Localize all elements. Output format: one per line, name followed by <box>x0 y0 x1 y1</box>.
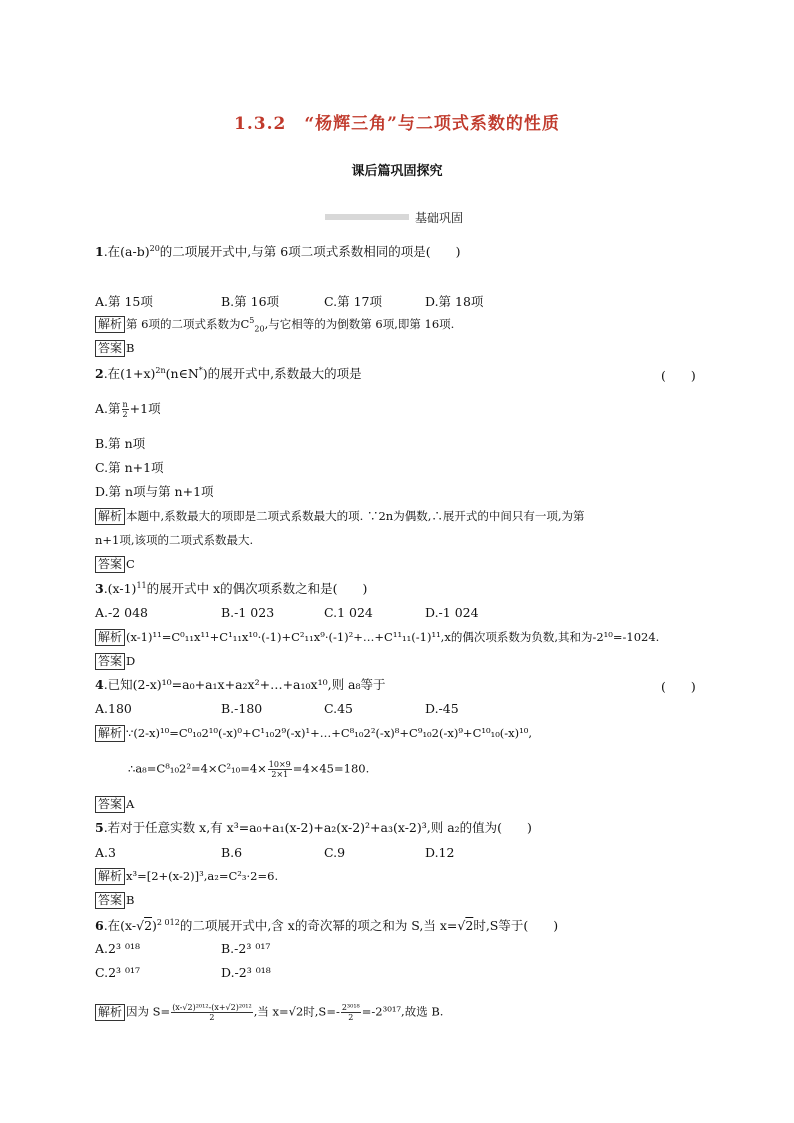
q3-text: .(x-1) <box>103 581 137 596</box>
q1-solution: 解析 第 6项的二项式系数为$C^5_{20}$,与它相等的为倒数第 6项,即第 16项. <box>95 316 454 333</box>
q1-option-b: B.第 16项 <box>221 294 280 309</box>
q5-option-b: B.6 <box>221 845 243 860</box>
q4-option-b: B.-180 <box>221 701 263 716</box>
q1-solution-text: 第 6项的二项式系数为C <box>126 317 250 331</box>
jiexi-tag: 解析 <box>95 725 125 742</box>
q2-solution-line2: n+1项,该项的二项式系数最大. <box>95 533 254 547</box>
q6-option-b: B.-2³ ⁰¹⁷ <box>221 941 271 956</box>
q3-answer <box>95 653 135 670</box>
q2-option-a-text: A.第 <box>95 401 121 416</box>
jiexi-tag: 解析 <box>95 629 125 646</box>
q4-option-a: A.180 <box>95 701 132 716</box>
q6-solution-text-a: 因为 S= <box>126 1004 171 1019</box>
q3-answer-value: D <box>126 654 136 668</box>
q2-solution-text: 本题中,系数最大的项即是二项式系数最大的项. ∵2n为偶数,∴展开式的中间只有一项,为第 <box>126 509 585 523</box>
q2-stem <box>95 366 362 382</box>
q5-option-c: C.9 <box>324 845 346 860</box>
q3-option-a: A.-2 048 <box>95 605 149 620</box>
q2-sup: 2n <box>155 365 166 375</box>
q2-answer <box>95 556 135 573</box>
q6-text-c: 的二项展开式中,含 x的奇次幂的项之和为 S,当 x= <box>179 918 458 933</box>
q6-fraction-2 <box>341 1003 361 1022</box>
daan-tag: 答案 <box>95 892 125 909</box>
q1-text2: 的二项展开式中,与第 6项二项式系数相同的项是( ) <box>159 244 461 259</box>
q3-text2: 的展开式中 x的偶次项系数之和是( ) <box>146 581 368 596</box>
q3-option-c: C.1 024 <box>324 605 373 620</box>
q3-solution <box>95 629 659 646</box>
q6-frac2-num: 2³⁰¹⁸ <box>341 1003 360 1012</box>
q5-answer <box>95 892 134 909</box>
q4-stem <box>95 677 386 693</box>
jiexi-tag: 解析 <box>95 316 125 333</box>
q4-number: 4 <box>95 677 104 692</box>
q5-option-a: A.3 <box>95 845 116 860</box>
jiexi-tag: 解析 <box>95 868 125 885</box>
q3-option-b: B.-1 023 <box>221 605 275 620</box>
q2-option-b: B.第 n项 <box>95 436 146 451</box>
q6-frac1-den: 2 <box>209 1013 215 1022</box>
q1-solution-text2: ,与它相等的为倒数第 6项,即第 16项. <box>264 317 455 331</box>
daan-tag: 答案 <box>95 653 125 670</box>
page-subtitle: 课后篇巩固探究 <box>351 164 443 179</box>
q2-text2: (n∈N <box>165 366 199 381</box>
q6-frac2-den: 2 <box>348 1013 354 1022</box>
q5-text: .若对于任意实数 x,有 x³=a₀+a₁(x-2)+a₂(x-2)²+a₃(x-2)³,则 a₂的值为( ) <box>103 820 532 835</box>
q1-answer <box>95 340 134 357</box>
q2-fraction: $\frac{n}{2}$ <box>122 400 128 419</box>
section-header <box>325 209 463 225</box>
q3-stem <box>95 581 367 597</box>
q4-answer <box>95 796 134 813</box>
q6-fraction-1 <box>171 1003 253 1022</box>
q2-number: 2 <box>95 366 104 381</box>
q6-option-c: C.2³ ⁰¹⁷ <box>95 965 141 980</box>
q2-text3: )的展开式中,系数最大的项是 <box>202 366 362 381</box>
q6-sup: 2 012 <box>156 917 180 927</box>
q5-solution <box>95 868 278 885</box>
daan-tag: 答案 <box>95 556 125 573</box>
page-title: 1.3.2 “杨辉三角”与二项式系数的性质 <box>234 114 560 134</box>
q2-answer-value: C <box>126 557 135 571</box>
q1-text: .在(a-b) <box>103 244 150 259</box>
daan-tag: 答案 <box>95 796 125 813</box>
q6-option-a: A.2³ ⁰¹⁸ <box>95 941 140 956</box>
q4-solution-line2 <box>128 760 369 779</box>
q2-option-c: C.第 n+1项 <box>95 460 164 475</box>
q5-solution-text: x³=[2+(x-2)]³,a₂=C²₃·2=6. <box>126 869 279 883</box>
q6-sqrt2: 2 <box>465 918 474 933</box>
section-bar <box>325 214 409 220</box>
q4-text: .已知(2-x)¹⁰=a₀+a₁x+a₂x²+…+a₁₀x¹⁰,则 a₈等于 <box>103 677 386 692</box>
q1-option-a: A.第 15项 <box>95 294 153 309</box>
q2-text: .在(1+x) <box>103 366 156 381</box>
q1-answer-value: B <box>126 341 135 355</box>
q3-option-d: D.-1 024 <box>425 605 479 620</box>
q2-solution <box>95 508 585 525</box>
section-label: 基础巩固 <box>415 210 464 225</box>
q4-paren: ( ) <box>661 679 696 694</box>
q6-sqrt: 2 <box>144 918 153 933</box>
q4-solution <box>95 725 532 742</box>
q1-stem <box>95 244 460 260</box>
q6-option-d: D.-2³ ⁰¹⁸ <box>221 965 271 980</box>
q5-answer-value: B <box>126 893 135 907</box>
q1-sup: 20 <box>149 243 160 253</box>
q6-solution <box>95 1003 443 1022</box>
q6-text-a: .在(x- <box>103 918 137 933</box>
q2-option-a-text2: +1项 <box>129 401 161 416</box>
q4-fraction <box>268 760 292 779</box>
q2-option-a <box>95 400 161 419</box>
q5-stem <box>95 820 532 836</box>
q1-option-c: C.第 17项 <box>324 294 382 309</box>
q4-solution-text: ∵(2-x)¹⁰=C⁰₁₀2¹⁰(-x)⁰+C¹₁₀2⁹(-x)¹+…+C⁸₁₀2²(-x)⁸+C⁹₁₀2(-x)⁹+C¹⁰₁₀(-x)¹⁰, <box>126 726 533 740</box>
jiexi-tag: 解析 <box>95 1004 125 1021</box>
q6-number: 6 <box>95 918 104 933</box>
q6-text-b: ) <box>152 918 157 933</box>
q6-frac1-num: (x-√2)²⁰¹²-(x+√2)²⁰¹² <box>172 1003 252 1012</box>
q6-text-d: 时,S等于( ) <box>473 918 559 933</box>
q4-solution-text2b: =4×45=180. <box>292 761 370 776</box>
q6-stem: 6.在$(x-√2)^{2 012}$的二项展开式中,含 x的奇次幂的项之和为 S,当 x=√2时,S等于( ) <box>95 917 559 933</box>
q1-option-d: D.第 18项 <box>425 294 484 309</box>
q6-solution-text-c: =-2³⁰¹⁷,故选 B. <box>361 1004 444 1019</box>
q1-number: 1 <box>95 244 104 259</box>
q5-number: 5 <box>95 820 104 835</box>
q3-number: 3 <box>95 581 104 596</box>
q2-sup2: * <box>198 365 203 375</box>
jiexi-tag: 解析 <box>95 508 125 525</box>
q4-frac-den: 2×1 <box>271 770 289 779</box>
q4-option-c: C.45 <box>324 701 353 716</box>
q4-option-d: D.-45 <box>425 701 459 716</box>
q4-answer-value: A <box>126 797 135 811</box>
q5-option-d: D.12 <box>425 845 455 860</box>
q3-sup: 11 <box>136 580 147 590</box>
q4-frac-num: 10×9 <box>268 760 291 769</box>
q3-solution-text: (x-1)¹¹=C⁰₁₁x¹¹+C¹₁₁x¹⁰·(-1)+C²₁₁x⁹·(-1)²+…+C¹¹₁₁(-1)¹¹,x的偶次项系数为负数,其和为-2¹⁰=-1024. <box>126 630 660 644</box>
q2-paren: ( ) <box>661 368 696 383</box>
daan-tag: 答案 <box>95 340 125 357</box>
q6-solution-text-b: ,当 x=√2时,S=- <box>253 1004 340 1019</box>
q2-option-d: D.第 n项与第 n+1项 <box>95 484 214 499</box>
q4-solution-text2a: ∴a₈=C⁸₁₀2²=4×C²₁₀=4× <box>128 761 267 776</box>
